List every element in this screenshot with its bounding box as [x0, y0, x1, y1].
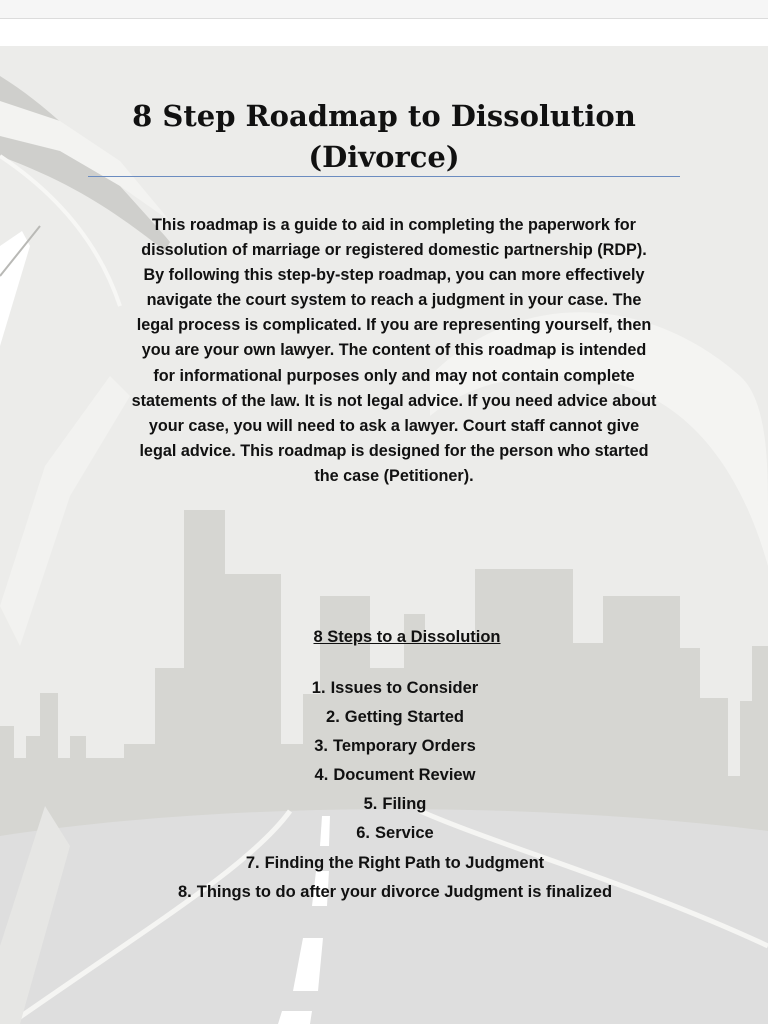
step-label: Finding the Right Path to Judgment — [264, 853, 545, 872]
step-label: Things to do after your divorce Judgment is finalized — [196, 882, 613, 901]
step-item — [0, 878, 768, 907]
steps-heading: 8 Steps to a Dissolution — [313, 628, 501, 646]
step-item — [0, 849, 768, 878]
intro-paragraph: This roadmap is a guide to aid in completing the paperwork for dissolution of marriage or registered domestic partnership (RDP). By following this step-by-step roadmap, you can more effectively navigate the court system to reach a judgment in your case. The legal process is complicated. If you are representing yourself, then you are your own lawyer. The content of this roadmap is intended for informational purposes only and may not contain complete statements of the law. It is not legal advice. If you need advice about your case, you will need to ask a lawyer. Court staff cannot give legal advice. This roadmap is designed for the person who started the case (Petitioner). — [131, 216, 657, 485]
step-item — [0, 732, 768, 761]
document-title: 8 Step Roadmap to Dissolution (Divorce) — [132, 99, 636, 174]
step-label: Filing — [382, 795, 427, 814]
step-number: 3. — [314, 737, 328, 756]
step-label: Issues to Consider — [330, 679, 479, 697]
step-label: Document Review — [333, 766, 476, 785]
step-number: 1. — [311, 679, 326, 697]
step-number: 2. — [326, 708, 340, 727]
step-item — [0, 674, 768, 703]
step-number: 7. — [245, 853, 260, 872]
step-label: Getting Started — [344, 708, 464, 727]
step-number: 6. — [356, 824, 371, 843]
step-label: Temporary Orders — [333, 737, 476, 756]
step-item — [0, 819, 768, 848]
step-number: 4. — [314, 766, 329, 785]
step-label: Service — [375, 824, 434, 843]
step-number: 8. — [177, 882, 192, 901]
steps-list — [0, 674, 768, 907]
document-page — [0, 46, 768, 1024]
step-item — [0, 761, 768, 790]
step-number: 5. — [363, 795, 378, 814]
step-item — [0, 703, 768, 732]
viewer-top-bar — [0, 0, 768, 19]
title-divider — [88, 176, 680, 177]
step-item — [0, 790, 768, 819]
